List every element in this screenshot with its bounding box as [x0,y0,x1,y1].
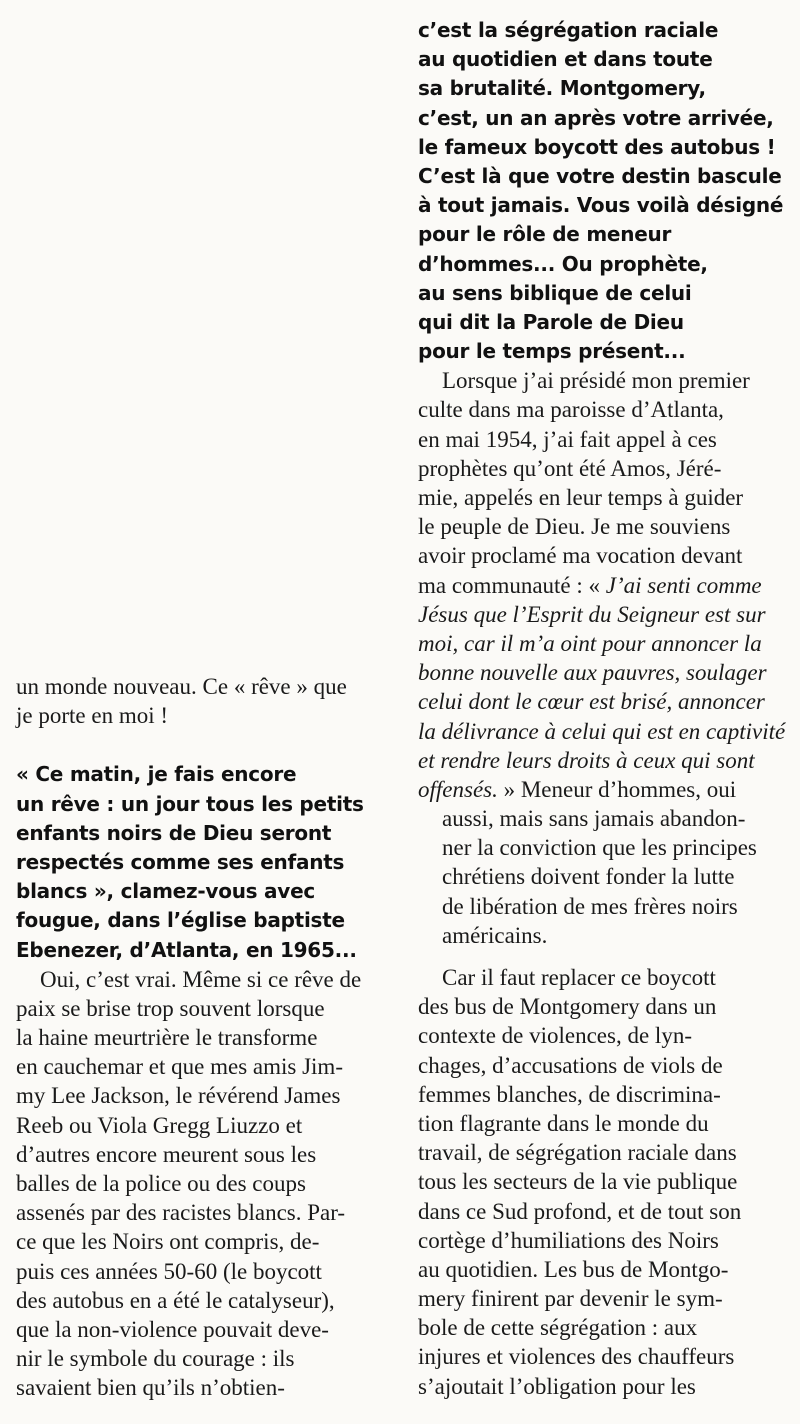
question-line: respectés comme ses enfants [16,849,345,874]
text-line: injures et violences des chauffeurs [418,1344,735,1370]
text-line: en mai 1954, j’ai fait appel à ces [418,426,717,452]
body-paragraph [418,963,788,1401]
interview-question [16,760,386,964]
question-line: à tout jamais. Vous voilà désigné [418,193,784,218]
text-line: contexte de violences, de lyn- [418,1023,692,1049]
text-line: avoir proclamé ma vocation devant [418,543,743,569]
right-column [418,0,788,1401]
text-line: le peuple de Dieu. Je me souviens [418,514,731,540]
text-line [418,775,788,804]
question-line: enfants noirs de Dieu seront [16,820,332,845]
question-line: pour le temps présent... [418,339,686,364]
interview-question [418,16,788,366]
quote-line: moi, car il m’a oint pour annoncer la [418,630,762,656]
text-line: femmes blanches, de discrimina- [418,1081,721,1107]
text-line: la haine meurtrière le transforme [16,1025,318,1051]
text-line: ce que les Noirs ont compris, de- [16,1229,320,1255]
text-line: my Lee Jackson, le révérend James [16,1083,341,1109]
text-fragment: ma communauté : « [418,572,606,598]
text-line: culte dans ma paroisse d’Atlanta, [418,397,724,423]
text-line: Oui, c’est vrai. Même si ce rêve de [40,966,362,992]
question-line: au sens biblique de celui [418,280,692,305]
text-line: cortège d’humiliations des Noirs [418,1227,719,1253]
text-line: ner la conviction que les principes [442,835,757,861]
question-line: le fameux boycott des autobus ! [418,134,776,159]
text-line: en cauchemar et que mes amis Jim- [16,1054,343,1080]
left-column [16,0,386,1403]
text-line: américains. [442,922,548,948]
text-line: dans ce Sud profond, et de tout son [418,1198,742,1224]
question-line: C’est là que votre destin bascule [418,163,782,188]
quote-line: celui dont le cœur est brisé, annoncer [418,689,765,715]
answer-paragraph [418,366,788,950]
quote-fragment: J’ai senti comme [605,572,762,598]
text-line: aussi, mais sans jamais abandon- [442,806,746,832]
text-line: Reeb ou Viola Gregg Liuzzo et [16,1112,303,1138]
text-line: mery finirent par devenir le sym- [418,1286,723,1312]
text-line: que la non-violence pouvait deve- [16,1316,329,1342]
quote-line: la délivrance à celui qui est en captivité [418,718,786,744]
question-line: blancs », clamez-vous avec [16,879,315,904]
blank-area [16,0,386,672]
text-line: tion flagrante dans le monde du [418,1110,709,1136]
text-line [418,571,788,600]
text-line: d’autres encore meurent sous les [16,1141,317,1167]
question-line: d’hommes... Ou prophète, [418,251,708,276]
quote-fragment: offensés. [418,776,498,802]
text-line: bole de cette ségrégation : aux [418,1315,698,1341]
question-line: c’est la ségrégation raciale [418,18,719,42]
question-line: qui dit la Parole de Dieu [418,309,684,334]
text-line: des autobus en a été le catalyseur), [16,1287,335,1313]
text-line: puis ces années 50-60 (le boycott [16,1258,322,1284]
text-line: chages, d’accusations de viols de [418,1052,723,1078]
text-line: paix se brise trop souvent lorsque [16,995,325,1021]
text-fragment: » Meneur d’hommes, oui [497,776,737,802]
text-line: prophètes qu’ont été Amos, Jéré- [418,455,722,481]
text-line: je porte en moi ! [16,703,169,729]
text-line: nir le symbole du courage : ils [16,1346,295,1372]
question-line: pour le rôle de meneur [418,222,672,247]
question-line: c’est, un an après votre arrivée, [418,105,774,130]
question-line: fougue, dans l’église baptiste [16,908,345,933]
quote-line: Jésus que l’Esprit du Seigneur est sur [418,601,766,627]
text-line: savaient bien qu’ils n’obtien- [16,1375,285,1401]
text-line: de libération de mes frères noirs [442,893,738,919]
quote-line: bonne nouvelle aux pauvres, soulager [418,660,767,686]
text-line: balles de la police ou des coups [16,1171,306,1196]
question-line: « Ce matin, je fais encore [16,762,297,787]
question-line: Ebenezer, d’Atlanta, en 1965... [16,937,357,962]
text-line: tous les secteurs de la vie publique [418,1169,738,1195]
question-line: un rêve : un jour tous les petits [16,791,364,816]
text-line: au quotidien. Les bus de Montgo- [418,1256,729,1282]
text-line: s’ajoutait l’obligation pour les [418,1373,696,1399]
text-line: Car il faut replacer ce boycott [442,965,716,990]
question-line: au quotidien et dans toute [418,47,713,72]
text-line: Lorsque j’ai présidé mon premier [442,368,750,394]
text-line: travail, de ségrégation raciale dans [418,1140,737,1166]
text-line: des bus de Montgomery dans un [418,994,717,1020]
quote-line: et rendre leurs droits à ceux qui sont [418,747,755,773]
text-line: chrétiens doivent fonder la lutte [442,864,735,890]
text-line: assenés par des racistes blancs. Par- [16,1200,346,1226]
intro-paragraph [16,672,386,730]
text-line: un monde nouveau. Ce « rêve » que [16,674,347,699]
question-line: sa brutalité. Montgomery, [418,76,706,101]
text-line: mie, appelés en leur temps à guider [418,485,744,510]
answer-paragraph [16,965,386,1403]
